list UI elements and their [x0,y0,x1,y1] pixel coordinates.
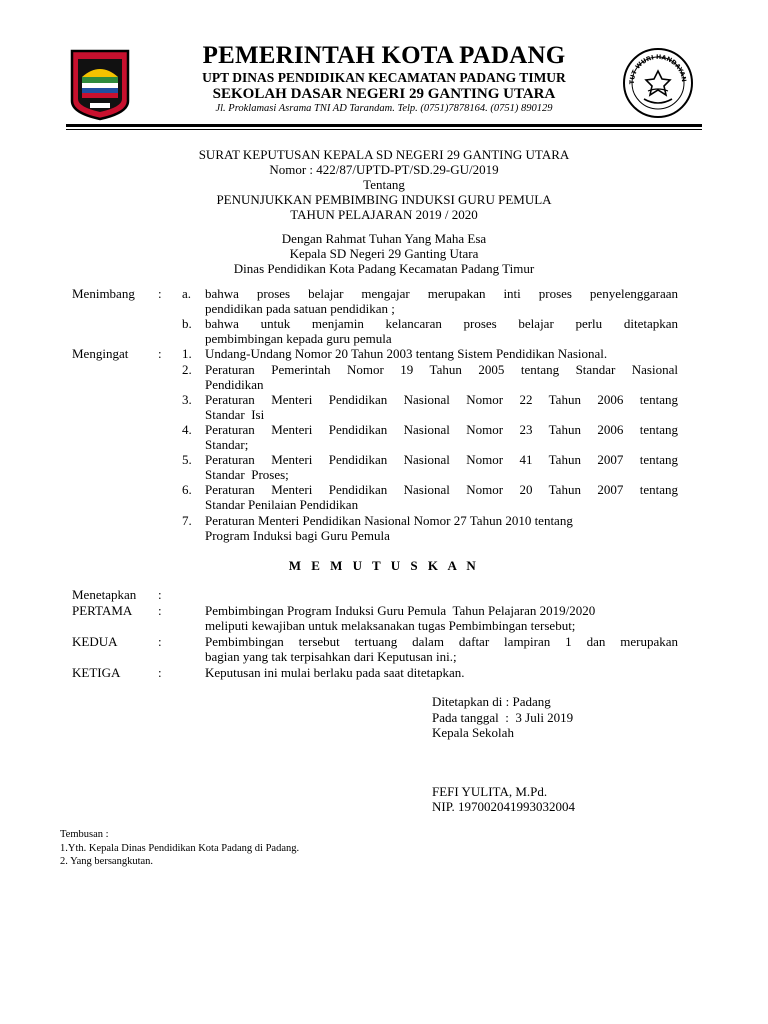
signature-place: Ditetapkan di : Padang [432,694,551,709]
preamble-line-1: Dengan Rahmat Tuhan Yang Maha Esa [281,231,487,246]
menimbang-b-line-2: pembimbingan kepada guru pemula [205,331,392,346]
pertama-line-2: meliputi kewajiban untuk melaksanakan tugas Pembimbingan tersebut; [205,618,576,633]
mengingat-7-line-2: Program Induksi bagi Guru Pemula [205,528,390,543]
mengingat-marker-5: 5. [182,452,192,467]
mengingat-5-line-2: Standar Proses; [205,467,289,482]
pertama-line-1: Pembimbingan Program Induksi Guru Pemula Tahun Pelajaran 2019/2020 [205,603,596,618]
logo-motto: TUT WURI HANDAYAN [628,53,688,85]
preamble-line-3: Dinas Pendidikan Kota Padang Kecamatan Padang Timur [233,261,535,276]
menetapkan-colon: : [158,587,162,602]
mengingat-colon: : [158,346,162,361]
letterhead-title: PEMERINTAH KOTA PADANG [202,42,566,69]
pertama-label: PERTAMA [72,603,133,618]
letterhead-rule-thick [66,124,702,127]
mengingat-marker-7: 7. [182,513,192,528]
tembusan-item-2: 2. Yang bersangkutan. [60,856,154,867]
mengingat-marker-4: 4. [182,422,192,437]
mengingat-3-line-2: Standar Isi [205,407,265,422]
menimbang-colon: : [158,286,162,301]
mengingat-3-line-1: Peraturan Menteri Pendidikan Nasional Nomor 22 Tahun 2006 tentang [205,392,678,407]
tembusan-title: Tembusan : [60,829,109,840]
menimbang-a-line-1: bahwa proses belajar mengajar merupakan inti proses penyelenggaraan [205,286,678,301]
mengingat-6-line-1: Peraturan Menteri Pendidikan Nasional Nomor 20 Tahun 2007 tentang [205,482,678,497]
pertama-colon: : [158,603,162,618]
menetapkan-label: Menetapkan [72,587,137,602]
menimbang-b-line-1: bahwa untuk menjamin kelancaran proses belajar perlu ditetapkan [205,316,678,331]
menimbang-marker-b: b. [182,316,192,331]
mengingat-2-line-2: Pendidikan [205,377,264,392]
mengingat-marker-1: 1. [182,346,192,361]
mengingat-6-line-2: Standar Penilaian Pendidikan [205,497,359,512]
mengingat-marker-3: 3. [182,392,192,407]
decree-about: Tentang [363,177,405,192]
decree-year: TAHUN PELAJARAN 2019 / 2020 [290,207,478,222]
menimbang-label: Menimbang [72,286,135,301]
decree-title: SURAT KEPUTUSAN KEPALA SD NEGERI 29 GANTING UTARA [198,147,570,162]
mengingat-marker-6: 6. [182,482,192,497]
ketiga-line-1: Keputusan ini mulai berlaku pada saat ditetapkan. [205,665,465,680]
preamble-line-2: Kepala SD Negeri 29 Ganting Utara [289,246,479,261]
kedua-label: KEDUA [72,634,118,649]
signatory-nip: NIP. 197002041993032004 [432,799,576,814]
mengingat-marker-2: 2. [182,362,192,377]
kedua-colon: : [158,634,162,649]
signature-position: Kepala Sekolah [432,725,514,740]
signature-date: Pada tanggal : 3 Juli 2019 [432,710,574,725]
ketiga-colon: : [158,665,162,680]
kedua-line-1: Pembimbingan tersebut tertuang dalam daftar lampiran 1 dan merupakan [205,634,678,649]
menimbang-a-line-2: pendidikan pada satuan pendidikan ; [205,301,395,316]
mengingat-4-line-1: Peraturan Menteri Pendidikan Nasional Nomor 23 Tahun 2006 tentang [205,422,678,437]
signatory-name: FEFI YULITA, M.Pd. [432,784,548,799]
letterhead-school: SEKOLAH DASAR NEGERI 29 GANTING UTARA [212,86,556,102]
letterhead-agency: UPT DINAS PENDIDIKAN KECAMATAN PADANG TIMUR [202,70,566,85]
tut-wuri-handayani-logo [622,47,694,119]
mengingat-4-line-2: Standar; [205,437,249,452]
menimbang-marker-a: a. [182,286,192,301]
memutuskan-heading: M E M U T U S K A N [288,558,480,573]
mengingat-7-line-1: Peraturan Menteri Pendidikan Nasional Nomor 27 Tahun 2010 tentang [205,513,573,528]
mengingat-2-line-1: Peraturan Pemerintah Nomor 19 Tahun 2005 tentang Standar Nasional [205,362,678,377]
letterhead-address: Jl. Proklamasi Asrama TNI AD Tarandam. Telp. (0751)7878164. (0751) 890129 [215,103,553,114]
kedua-line-2: bagian yang tak terpisahkan dari Keputusan ini.; [205,649,457,664]
decree-subject: PENUNJUKKAN PEMBIMBING INDUKSI GURU PEMULA [216,192,552,207]
mengingat-1-line-1: Undang-Undang Nomor 20 Tahun 2003 tentang Sistem Pendidikan Nasional. [205,346,608,361]
mengingat-label: Mengingat [72,346,129,361]
letterhead-rule-thin [66,129,702,130]
ketiga-label: KETIGA [72,665,121,680]
mengingat-5-line-1: Peraturan Menteri Pendidikan Nasional Nomor 41 Tahun 2007 tentang [205,452,678,467]
decree-number: Nomor : 422/87/UPTD-PT/SD.29-GU/2019 [269,162,499,177]
tembusan-item-1: 1.Yth. Kepala Dinas Pendidikan Kota Padang di Padang. [60,843,300,854]
